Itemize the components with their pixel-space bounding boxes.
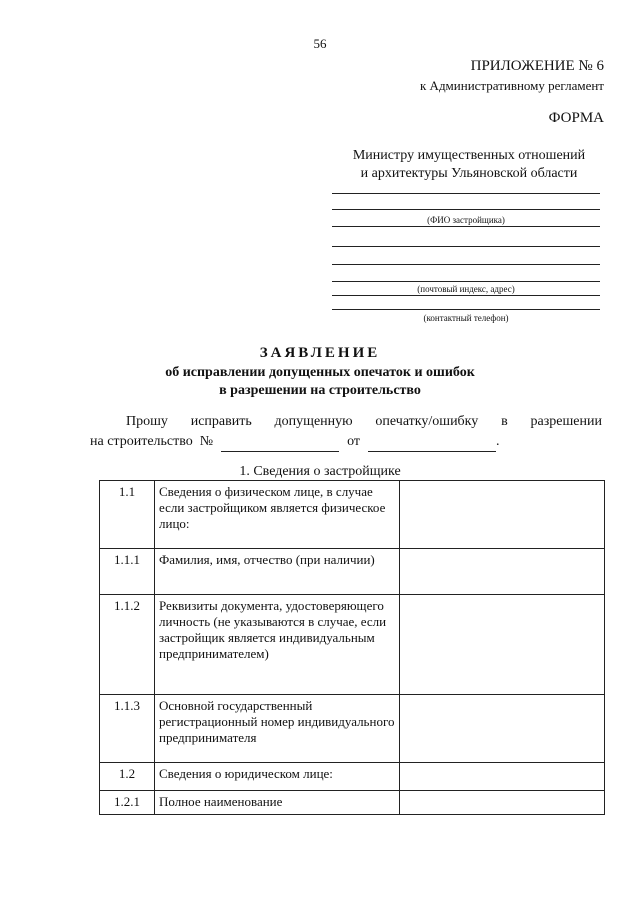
request-word: Прошу [126,414,168,429]
row-number: 1.1 [100,481,155,549]
statement-subtitle [0,364,640,400]
appendix-subtitle: к Административному регламент [419,78,604,93]
row-label: Сведения о физическом лице, в случае если застройщиком является физическое лицо: [155,481,400,549]
statement-subtitle-line-2: в разрешении на строительство [219,383,421,398]
addressee-line-2: и архитектуры Ульяновской области [360,166,578,181]
request-line-1 [90,412,602,432]
request-word: в [501,414,508,429]
row-value-cell[interactable] [400,763,605,791]
row-number: 1.1.2 [100,595,155,695]
row-label: Полное наименование [155,791,400,815]
fio-fill-line-1[interactable] [332,193,600,194]
row-label: Сведения о юридическом лице: [155,763,400,791]
statement-title: ЗАЯВЛЕНИЕ [259,345,381,361]
row-number: 1.1.1 [100,549,155,595]
table-row [100,791,605,815]
address-fill-line-2[interactable] [332,264,600,265]
developer-info-table [99,480,605,815]
address-caption: (почтовый индекс, адрес) [417,284,515,294]
statement-subtitle-line-1: об исправлении допущенных опечаток и ошибок [165,365,475,380]
request-line-2 [90,432,602,452]
row-number: 1.2 [100,763,155,791]
address-fill-line-1[interactable] [332,246,600,247]
row-value-cell[interactable] [400,695,605,763]
page-number: 56 [313,36,327,51]
permit-number-label: на строительство № [90,434,214,449]
fio-fill-line-2[interactable] [332,209,600,210]
row-value-cell[interactable] [400,549,605,595]
row-value-cell[interactable] [400,481,605,549]
permit-date-label: от [347,434,361,449]
permit-number-blank[interactable] [221,437,339,452]
table-row [100,695,605,763]
row-value-cell[interactable] [400,595,605,695]
addressee-block [334,147,604,183]
phone-fill-line[interactable] [332,309,600,310]
table-row [100,549,605,595]
addressee-line-1: Министру имущественных отношений [352,148,586,163]
request-word: исправить [190,414,252,429]
table-row [100,763,605,791]
section-1-title: 1. Сведения о застройщике [239,464,401,479]
appendix-title: ПРИЛОЖЕНИЕ № 6 [470,58,604,74]
row-value-cell[interactable] [400,791,605,815]
table-row [100,481,605,549]
form-label: ФОРМА [548,110,604,126]
address-fill-line-4[interactable] [332,295,600,296]
request-paragraph [90,412,602,452]
phone-caption: (контактный телефон) [423,313,509,323]
address-fill-line-3[interactable] [332,281,600,282]
row-number: 1.2.1 [100,791,155,815]
request-word: опечатку/ошибку [375,414,479,429]
row-label: Основной государственный регистрационный номер индивидуального предпринимателя [155,695,400,763]
table-row [100,595,605,695]
row-number: 1.1.3 [100,695,155,763]
request-word: допущенную [274,414,353,429]
fio-fill-line-3[interactable] [332,226,600,227]
row-label: Фамилия, имя, отчество (при наличии) [155,549,400,595]
fio-caption: (ФИО застройщика) [427,215,505,225]
sentence-end: . [496,434,500,449]
row-label: Реквизиты документа, удостоверяющего личность (не указываются в случае, если застройщик является индивидуальным предпринимателем) [155,595,400,695]
permit-date-blank[interactable] [368,437,496,452]
request-word: разрешении [530,414,602,429]
